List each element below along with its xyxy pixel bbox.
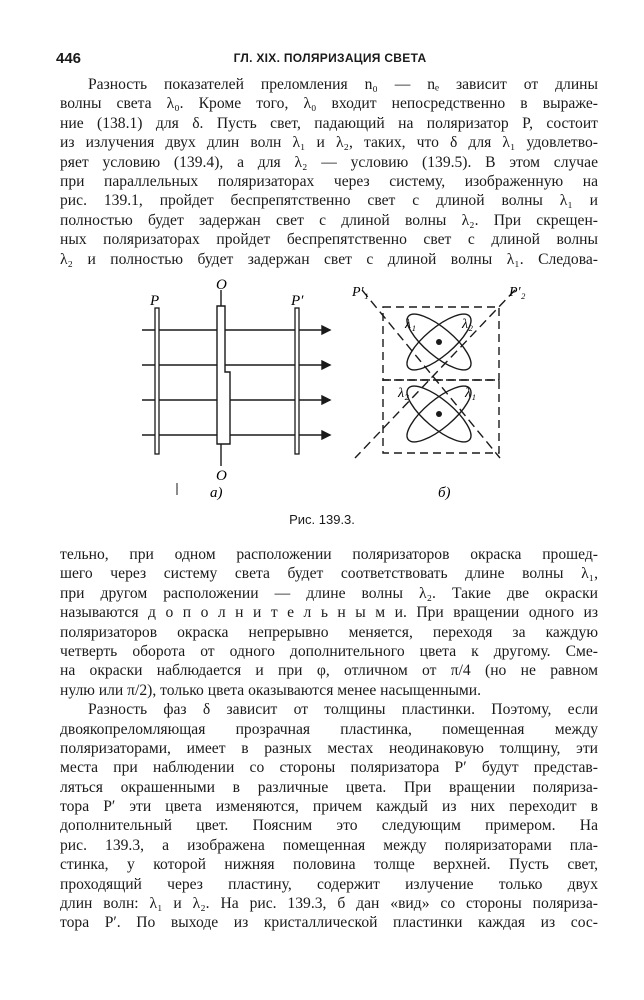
label-P-prime: P′ [291,293,304,309]
text-line: поляризаторами, имеет в разных местах неодинаковую толщину, эти [60,739,598,757]
label-O-bottom: O [216,468,227,484]
text-line: проходящий через пластину, содержит излучение только двух [60,875,598,893]
running-head: ГЛ. XIX. ПОЛЯРИЗАЦИЯ СВЕТА [233,51,427,65]
text-line: ряет условию (139.4), а для λ₂ — условию (139.5). В этом случае [60,153,598,171]
label-a: а) [210,485,223,501]
lambda-1-lower: λ₁ [465,386,476,401]
text-line: четверть оборота от одного дополнительного цвета к другому. Сме- [60,642,598,660]
page-number: 446 [56,50,82,67]
text-line: длин волн: λ₁ и λ₂. На рис. 139.3, б дан «вид» со стороны поляриза- [60,895,598,913]
text-line: при другом расположении — длине волны λ₂. Такие две окраски [60,584,598,602]
lambda-1-upper: λ₁ [405,317,416,332]
page-header [56,50,604,70]
text-line: шего через систему света будет соответствовать длине волны λ₁, [60,565,598,583]
text-line: полностью будет задержан свет с длиной волны λ₂. При скрещен- [60,211,598,229]
figure-diagram [140,277,526,515]
label-P1-prime: P′₁ [352,285,369,300]
text-line: ние (138.1) для δ. Пусть свет, падающий на поляризатор P, состоит [60,114,598,132]
text-line: ляться окрашенными в различные цвета. При вращении поляриза- [60,778,598,796]
text-line: места при наблюдении со стороны поляризатора P′ будут представ- [60,759,598,777]
figure-a-diagram [142,290,330,495]
text-line: λ₂ и полностью будет задержан свет с длиной волны λ₁. Следова- [60,250,598,268]
text-line: тельно, при одном расположении поляризаторов окраска прошед- [60,546,598,563]
text-line: Разность показателей преломления n₀ — nₑ зависит от длины [88,76,598,93]
text-line: на окраски наблюдается и при φ, отличном от π/4 (но не равном [60,662,598,680]
text-line: Разность фаз δ зависит от толщины пластинки. Поэтому, если [88,701,598,719]
figure-139-3 [140,277,526,515]
text-line: нулю или π/2), только цвета оказываются менее насыщенными. [60,681,482,699]
label-P2-prime: P′₂ [509,285,526,300]
text-line: ных поляризаторах пройдет беспрепятственно свет с длиной волны [60,231,598,249]
label-b: б) [438,485,451,501]
text-line: тора P′. По выходе из кристаллической пластинки каждая из сос- [60,914,598,932]
text-line: двоякопреломляющая прозрачная пластинка, помещенная между [60,720,598,738]
text-line: стинка, у которой нижняя половина толще верхней. Пусть свет, [60,856,598,874]
label-P: P [150,293,160,309]
text-line: рис. 139.3, а изображена помещенная между поляризаторами пла- [60,836,598,854]
paragraph-2 [60,545,598,933]
text-line: волны света λ₀. Кроме того, λ₀ входит непосредственно в выраже- [60,95,598,113]
text-line: из излучения двух длин волн λ₁ и λ₂, таких, что δ для λ₁ удовлетво- [60,134,598,152]
lambda-2-lower: λ₂ [398,386,409,401]
text-line: тора P′ эти цвета изменяются, причем каждый из них переходит в [60,798,598,816]
figure-b-diagram [355,290,515,458]
figure-caption: Рис. 139.3. [289,512,355,527]
text-line: рис. 139.1, пройдет беспрепятственно свет с длиной волны λ₁ и [60,192,598,210]
lambda-2-upper: λ₂ [462,317,473,332]
label-O-top: O [216,277,227,293]
text-line: дополнительный цвет. Поясним это следующим примером. На [60,817,598,835]
paragraph-1 [60,75,598,269]
text-line: при параллельных поляризаторах через систему, изображенную на [60,172,598,190]
text-line: называются д о п о л н и т е л ь н ы м и. При вращении одного из [60,604,598,622]
text-line: поляризаторов окраска непрерывно меняется, переходя за каждую [60,623,598,641]
